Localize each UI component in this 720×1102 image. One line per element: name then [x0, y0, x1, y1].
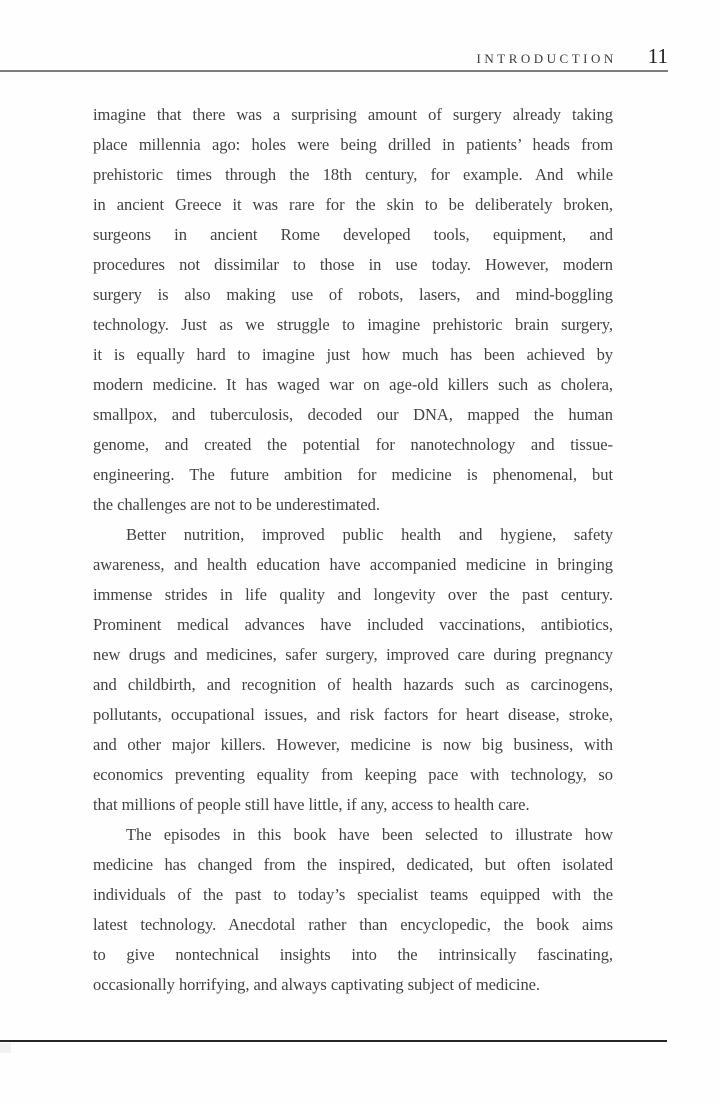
text-line: genome, and created the potential for nanotechnology and tissue- [93, 435, 613, 454]
text-line: economics preventing equality from keeping pace with technology, so [93, 765, 613, 784]
text-line: to give nontechnical insights into the intrinsically fascinating, [93, 945, 613, 964]
text-line: medicine has changed from the inspired, dedicated, but often isolated [93, 855, 613, 874]
text-line: place millennia ago: holes were being drilled in patients’ heads from [93, 135, 613, 154]
text-line: it is equally hard to imagine just how much has been achieved by [93, 345, 613, 364]
text-line: awareness, and health education have accompanied medicine in bringing [93, 555, 613, 574]
text-line: that millions of people still have little, if any, access to health care. [93, 795, 530, 814]
text-line: latest technology. Anecdotal rather than encyclopedic, the book aims [93, 915, 613, 934]
text-line: surgery is also making use of robots, lasers, and mind-boggling [93, 285, 613, 304]
paragraph [93, 820, 613, 1000]
chapter-title: INTRODUCTION [476, 51, 617, 66]
text-line: technology. Just as we struggle to imagine prehistoric brain surgery, [93, 315, 613, 334]
header-rule [0, 70, 668, 72]
running-head [477, 44, 668, 69]
page-number: 11 [647, 44, 668, 68]
text-line: the challenges are not to be underestimated. [93, 495, 380, 514]
text-line: Better nutrition, improved public health and hygiene, safety [126, 525, 613, 544]
text-line: prehistoric times through the 18th century, for example. And while [93, 165, 613, 184]
text-line: engineering. The future ambition for medicine is phenomenal, but [93, 465, 613, 484]
text-line: occasionally horrifying, and always captivating subject of medicine. [93, 975, 540, 994]
text-line: pollutants, occupational issues, and risk factors for heart disease, stroke, [93, 705, 613, 724]
paragraph [93, 520, 613, 820]
text-line: The episodes in this book have been selected to illustrate how [126, 825, 613, 844]
text-line: immense strides in life quality and longevity over the past century. [93, 585, 613, 604]
text-line: procedures not dissimilar to those in use today. However, modern [93, 255, 613, 274]
paragraph [93, 100, 613, 520]
text-line: surgeons in ancient Rome developed tools, equipment, and [93, 225, 613, 244]
text-line: new drugs and medicines, safer surgery, improved care during pregnancy [93, 645, 613, 664]
scan-artifact [0, 1043, 11, 1053]
text-line: smallpox, and tuberculosis, decoded our DNA, mapped the human [93, 405, 613, 424]
footer-rule [0, 1040, 667, 1042]
text-line: in ancient Greece it was rare for the skin to be deliberately broken, [93, 195, 613, 214]
text-line: individuals of the past to today’s specialist teams equipped with the [93, 885, 613, 904]
text-line: and other major killers. However, medicine is now big business, with [93, 735, 613, 754]
text-line: imagine that there was a surprising amount of surgery already taking [93, 105, 613, 124]
text-line: Prominent medical advances have included vaccinations, antibiotics, [93, 615, 613, 634]
text-line: modern medicine. It has waged war on age-old killers such as cholera, [93, 375, 613, 394]
text-line: and childbirth, and recognition of health hazards such as carcinogens, [93, 675, 613, 694]
body-text [93, 100, 613, 1000]
